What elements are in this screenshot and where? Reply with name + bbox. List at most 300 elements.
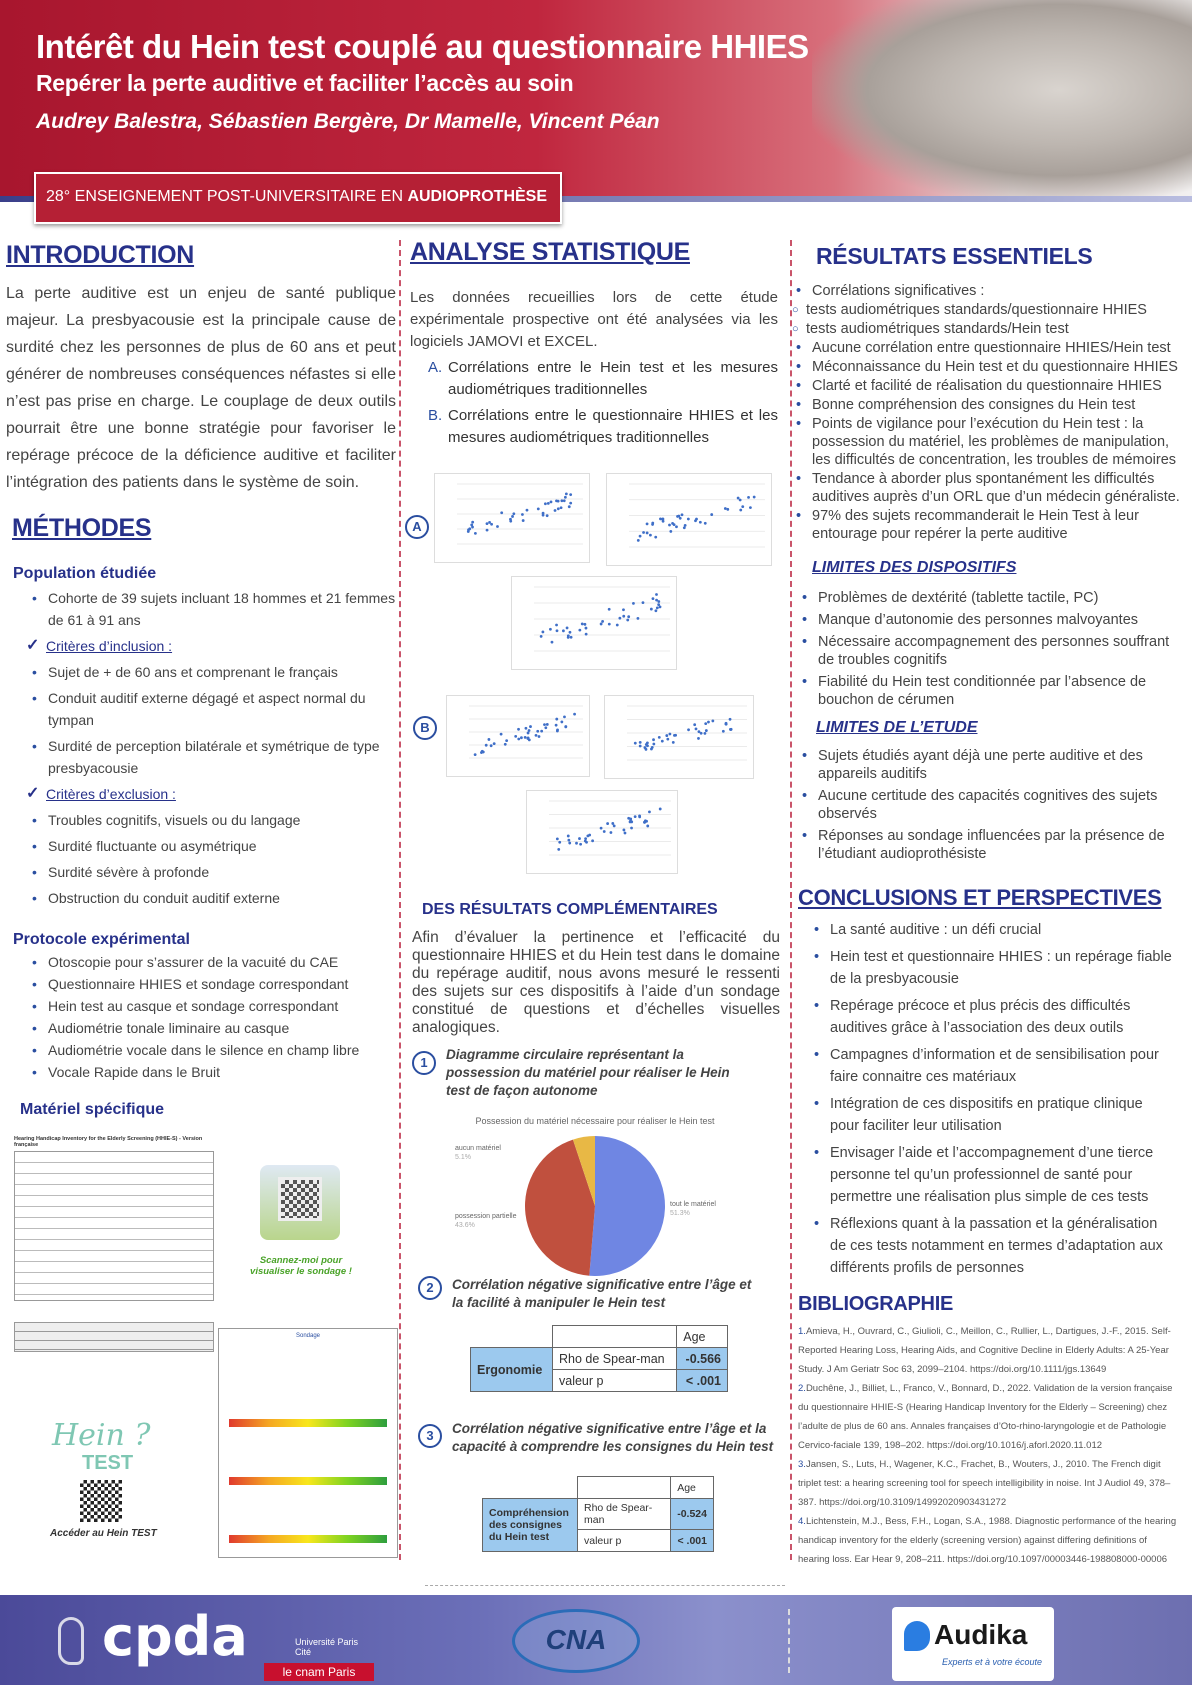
scatter-point bbox=[629, 821, 632, 824]
scatter-point bbox=[634, 815, 637, 818]
scatter-point bbox=[608, 608, 611, 611]
list-item: • Méconnaissance du Hein test et du questionnaire HHIES bbox=[790, 358, 1185, 376]
scatter-point bbox=[490, 523, 493, 526]
ref-number: 2. bbox=[798, 1383, 806, 1394]
hein-logo-test: TEST bbox=[82, 1452, 134, 1474]
scale-bar bbox=[229, 1419, 387, 1427]
scatter-point bbox=[622, 608, 625, 611]
scatter-point bbox=[649, 534, 652, 537]
scatter-point bbox=[567, 835, 570, 838]
scatter-point bbox=[471, 521, 474, 524]
cpda-logo: cpda bbox=[102, 1605, 248, 1668]
scatter-point bbox=[616, 624, 619, 627]
list-item: • 97% des sujets recommanderait le Hein Test à leur entourage pour repérer la perte auditive bbox=[790, 507, 1185, 543]
ref-number: 1. bbox=[798, 1326, 806, 1337]
pie-title: Possession du matériel nécessaire pour réaliser le Hein test bbox=[475, 1116, 715, 1126]
scatter-point bbox=[512, 512, 515, 515]
list-item: • Aucune corrélation entre questionnaire HHIES/Hein test bbox=[790, 339, 1185, 357]
list-item: • Hein test au casque et sondage correspondant bbox=[26, 997, 396, 1015]
scatter-point bbox=[729, 718, 732, 721]
scatter-point bbox=[581, 623, 584, 626]
hein-qr-code-icon[interactable] bbox=[80, 1480, 122, 1522]
scatter-point bbox=[555, 499, 558, 502]
list-item: • Campagnes d’information et de sensibilisation pour faire connaitre ces matériaux bbox=[808, 1044, 1173, 1088]
scatter-point bbox=[558, 841, 561, 844]
list-item: • Troubles cognitifs, visuels ou du langage bbox=[26, 809, 396, 831]
complementaires-heading: DES RÉSULTATS COMPLÉMENTAIRES bbox=[422, 901, 718, 918]
scatter-point bbox=[554, 509, 557, 512]
scatter-point bbox=[566, 627, 569, 630]
scatter-point bbox=[659, 517, 662, 520]
scatter-point bbox=[642, 601, 645, 604]
list-item: • Clarté et facilité de réalisation du questionnaire HHIES bbox=[790, 377, 1185, 395]
methodes-heading: MÉTHODES bbox=[12, 514, 152, 542]
scatter-point bbox=[536, 730, 539, 733]
scatter-point bbox=[681, 513, 684, 516]
scatter-point bbox=[555, 718, 558, 721]
scatter-point bbox=[486, 529, 489, 532]
scatter-point bbox=[652, 738, 655, 741]
scatter-point bbox=[474, 753, 477, 756]
scatter-point bbox=[661, 740, 664, 743]
list-item: • Hein test et questionnaire HHIES : un repérage fiable de la presbyacousie bbox=[808, 946, 1173, 990]
scatter-point bbox=[699, 521, 702, 524]
scatter-point bbox=[585, 627, 588, 630]
audika-name: Audika bbox=[934, 1619, 1028, 1650]
universite-logo: Université Paris Cité bbox=[295, 1637, 359, 1657]
scatter-plot-a2 bbox=[606, 473, 772, 566]
pie-value-label: 51.3% bbox=[670, 1210, 690, 1217]
scatter-point bbox=[637, 539, 640, 542]
reference-item bbox=[798, 1455, 1177, 1512]
scatter-point bbox=[679, 517, 682, 520]
table-cell: Rho de Spear-man bbox=[578, 1499, 671, 1530]
qr-code-icon bbox=[278, 1177, 322, 1221]
scatter-plot-a3 bbox=[511, 576, 677, 670]
reference-item bbox=[798, 1322, 1177, 1379]
item-letter: A. bbox=[428, 359, 443, 376]
scatter-point bbox=[650, 608, 653, 611]
list-item: ○ tests audiométriques standards/questionnaire HHIES bbox=[790, 301, 1185, 319]
table-cell: valeur p bbox=[553, 1370, 677, 1392]
scatter-point bbox=[643, 821, 646, 824]
scatter-point bbox=[626, 619, 629, 622]
list-item: • Surdité de perception bilatérale et symétrique de type presbyacousie bbox=[26, 735, 396, 779]
scatter-point bbox=[549, 628, 552, 631]
scatter-point bbox=[569, 493, 572, 496]
table-cell: -0.524 bbox=[671, 1499, 714, 1530]
population-heading: Population étudiée bbox=[13, 565, 157, 582]
list-item: • Réponses au sondage influencées par la présence de l’étudiant audioprothésiste bbox=[796, 827, 1171, 863]
list-item: • Aucune certitude des capacités cognitives des sujets observés bbox=[796, 787, 1171, 823]
scatter-point bbox=[560, 499, 563, 502]
list-item: • Vocale Rapide dans le Bruit bbox=[26, 1063, 396, 1081]
scatter-point bbox=[544, 502, 547, 505]
scatter-point bbox=[522, 519, 525, 522]
scatter-point bbox=[711, 720, 714, 723]
statue-image bbox=[812, 0, 1192, 200]
item2-text: Corrélation négative significative entre l’âge et la facilité à manipuler le Hein test bbox=[452, 1277, 752, 1310]
scatter-point bbox=[610, 831, 613, 834]
badge-text: 28° ENSEIGNEMENT POST-UNIVERSITAIRE EN bbox=[46, 188, 408, 205]
footer-separator bbox=[788, 1609, 790, 1673]
scatter-point bbox=[521, 513, 524, 516]
scatter-point bbox=[528, 729, 531, 732]
limites-etude-list bbox=[796, 747, 1171, 863]
correlation-table-2 bbox=[470, 1325, 728, 1392]
analyse-heading: ANALYSE STATISTIQUE bbox=[410, 238, 690, 266]
pie-value-label: 5.1% bbox=[455, 1154, 471, 1161]
scatter-point bbox=[642, 531, 645, 534]
scatter-point bbox=[578, 837, 581, 840]
scatter-point bbox=[674, 734, 677, 737]
event-badge bbox=[34, 172, 562, 224]
scatter-point bbox=[704, 522, 707, 525]
scatter-point bbox=[675, 525, 678, 528]
scatter-point bbox=[601, 620, 604, 623]
pie-svg bbox=[455, 1126, 735, 1276]
scatter-point bbox=[578, 629, 581, 632]
list-item: • Points de vigilance pour l’exécution du Hein test : la possession du matériel, les problèmes de manipulation, les difficultés de concentration, les troubles de mémoires bbox=[790, 415, 1185, 469]
scale-bar bbox=[229, 1535, 387, 1543]
scatter-point bbox=[567, 839, 570, 842]
scatter-point bbox=[687, 728, 690, 731]
cna-logo: CNA bbox=[512, 1609, 640, 1673]
footer-divider bbox=[425, 1585, 785, 1586]
list-item: • Réflexions quant à la passation et la généralisation de ces tests notamment en termes d’adaptation aux différents profils de personnes bbox=[808, 1213, 1173, 1279]
limites-etude-heading: LIMITES DE L’ETUDE bbox=[816, 719, 978, 736]
conclusions-heading: CONCLUSIONS ET PERSPECTIVES bbox=[798, 885, 1162, 910]
list-item: • Tendance à aborder plus spontanément les difficultés auditives auprès d’un ORL que d’un médecin généraliste. bbox=[790, 470, 1185, 506]
limites-dispositifs-list bbox=[796, 589, 1171, 709]
scatter-point bbox=[600, 827, 603, 830]
scatter-point bbox=[468, 527, 471, 530]
list-item: ○ tests audiométriques standards/Hein test bbox=[790, 320, 1185, 338]
score-table-image bbox=[14, 1322, 214, 1352]
scatter-point bbox=[695, 727, 698, 730]
scatter-point bbox=[707, 721, 710, 724]
scatter-point bbox=[575, 842, 578, 845]
cnam-logo: le cnam Paris bbox=[264, 1663, 374, 1681]
scatter-point bbox=[480, 751, 483, 754]
scatter-point bbox=[608, 623, 611, 626]
correlation-table-3 bbox=[482, 1476, 714, 1552]
analyse-text: Les données recueillies lors de cette étude expérimentale prospective ont été analysées via les logiciels JAMOVI et EXCEL. bbox=[410, 289, 778, 350]
list-item: • Surdité sévère à profonde bbox=[26, 861, 396, 883]
list-item: • Audiométrie vocale dans le silence en champ libre bbox=[26, 1041, 396, 1059]
label-a-icon: A bbox=[405, 515, 429, 539]
complementaires-section bbox=[412, 901, 780, 1037]
scatter-point bbox=[659, 605, 662, 608]
scatter-point bbox=[490, 744, 493, 747]
scatter-plot-b2 bbox=[604, 695, 754, 779]
scatter-point bbox=[563, 499, 566, 502]
scatter-point bbox=[659, 808, 662, 811]
item-text: Corrélations entre le questionnaire HHIES et les mesures audiométriques traditionnelles bbox=[448, 407, 778, 446]
list-item: • Questionnaire HHIES et sondage correspondant bbox=[26, 975, 396, 993]
scatter-point bbox=[517, 738, 520, 741]
scatter-point bbox=[671, 522, 674, 525]
poster-authors: Audrey Balestra, Sébastien Bergère, Dr Mamelle, Vincent Péan bbox=[36, 110, 660, 133]
scatter-point bbox=[613, 825, 616, 828]
scatter-point bbox=[618, 617, 621, 620]
scatter-point bbox=[650, 748, 653, 751]
scatter-point bbox=[645, 743, 648, 746]
scatter-point bbox=[485, 744, 488, 747]
scatter-point bbox=[753, 496, 756, 499]
scale-bar bbox=[229, 1477, 387, 1485]
scatter-point bbox=[514, 735, 517, 738]
scatter-plot-b1 bbox=[446, 695, 590, 777]
scatter-point bbox=[579, 843, 582, 846]
pie-slice bbox=[589, 1136, 665, 1276]
audika-bubble-icon bbox=[904, 1621, 930, 1651]
scatter-plot-b3 bbox=[526, 790, 678, 874]
scatter-point bbox=[646, 522, 649, 525]
materiel-heading: Matériel spécifique bbox=[20, 1101, 165, 1118]
scatter-point bbox=[556, 728, 559, 731]
scatter-point bbox=[644, 746, 647, 749]
sondage-form-image bbox=[218, 1328, 398, 1558]
scatter-point bbox=[538, 735, 541, 738]
poster-footer bbox=[0, 1595, 1192, 1685]
scatter-point bbox=[563, 715, 566, 718]
scatter-point bbox=[568, 842, 571, 845]
scatter-point bbox=[629, 818, 632, 821]
table-cell: valeur p bbox=[578, 1530, 671, 1552]
pie-label: tout le matériel bbox=[670, 1201, 716, 1208]
bibliographie-heading: BIBLIOGRAPHIE bbox=[798, 1293, 953, 1315]
scatter-point bbox=[567, 636, 570, 639]
scatter-point bbox=[547, 502, 550, 505]
scatter-point bbox=[535, 734, 538, 737]
scatter-point bbox=[632, 602, 635, 605]
scatter-point bbox=[555, 724, 558, 727]
scatter-point bbox=[527, 732, 530, 735]
pie-label: aucun matériel bbox=[455, 1145, 501, 1152]
ref-text: Jansen, S., Luts, H., Wagener, K.C., Frachet, B., Wouters, J., 2010. The French digit triplet test: a hearing screening tool for speech intelligibility in noise. Int J Audiol 49, 378–387. https://doi.org/10.3109/14992020903431272 bbox=[798, 1459, 1171, 1508]
scatter-point bbox=[557, 507, 560, 510]
scatter-point bbox=[655, 593, 658, 596]
scatter-point bbox=[500, 733, 503, 736]
scatter-point bbox=[584, 840, 587, 843]
population-list bbox=[26, 587, 396, 909]
poster-title: Intérêt du Hein test couplé au questionnaire HHIES bbox=[36, 28, 809, 65]
pie-label: possession partielle bbox=[455, 1213, 517, 1220]
list-item: • Sujets étudiés ayant déjà une perte auditive et des appareils auditifs bbox=[796, 747, 1171, 783]
ref-text: Duchêne, J., Billiet, L., Franco, V., Bonnard, D., 2022. Validation de la version française du questionnaire HHIE-S (Hearing Handicap Inventory for the Elderly – Screening) chez l’adulte de plus de 60 ans. Annales françaises d’Oto-rhino-laryngologie et de Pathologie Cervico-faciale 139, 198–202. https://doi.org/10.1016/j.aforl.2020.11.012 bbox=[798, 1383, 1173, 1451]
table-header: Age bbox=[677, 1326, 728, 1348]
scatter-point bbox=[737, 497, 740, 500]
scatter-point bbox=[588, 834, 591, 837]
pie-chart bbox=[455, 1116, 735, 1276]
resultats-heading: RÉSULTATS ESSENTIELS bbox=[816, 243, 1093, 269]
scatter-point bbox=[700, 732, 703, 735]
scatter-point bbox=[668, 524, 671, 527]
form-table bbox=[14, 1151, 214, 1301]
scatter-point bbox=[722, 730, 725, 733]
scatter-point bbox=[665, 734, 668, 737]
middle-column bbox=[410, 238, 778, 449]
scatter-point bbox=[651, 522, 654, 525]
analyse-item-b bbox=[428, 405, 778, 449]
list-item: • Audiométrie tonale liminaire au casque bbox=[26, 1019, 396, 1037]
introduction-text: La perte auditive est un enjeu de santé publique majeur. La presbyacousie est la principale cause de surdité chez les personnes de plus de 60 ans et peut générer de nombreuses conséquences néfastes si elle n’est pas prise en charge. Le couplage de deux outils pourrait être une bonne stratégie pour favoriser le repérage précoce de la déficience auditive et faciliter l’intégration des patients dans le système de soin. bbox=[6, 285, 396, 491]
scatter-point bbox=[726, 508, 729, 511]
table-cell: < .001 bbox=[677, 1370, 728, 1392]
reference-item bbox=[798, 1512, 1177, 1569]
scatter-point bbox=[639, 741, 642, 744]
list-item: • Conduit auditif externe dégagé et aspect normal du tympan bbox=[26, 687, 396, 731]
scatter-point bbox=[542, 512, 545, 515]
scatter-point bbox=[637, 617, 640, 620]
scatter-point bbox=[544, 726, 547, 729]
scatter-point bbox=[528, 739, 531, 742]
analyse-item-a bbox=[428, 357, 778, 401]
complementaires-text: Afin d’évaluer la pertinence et l’efficacité du questionnaire HHIES et du Hein test dans le domaine du repérage auditif, nous avons mesuré le ressenti des sujets sur ces dispositifs à l’aide d’un sondage constitué de questions et d’échelles visuelles analogiques. bbox=[412, 929, 780, 1036]
label-b-icon: B bbox=[413, 716, 437, 740]
scatter-point bbox=[546, 723, 549, 726]
scatter-point bbox=[611, 822, 614, 825]
scatter-point bbox=[638, 816, 641, 819]
number-2-icon: 2 bbox=[418, 1276, 442, 1300]
scatter-point bbox=[569, 502, 572, 505]
reference-item bbox=[798, 1379, 1177, 1455]
qr-code-illustration[interactable] bbox=[260, 1165, 340, 1240]
scatter-point bbox=[550, 500, 553, 503]
scatter-point bbox=[500, 511, 503, 514]
scatter-point bbox=[524, 736, 527, 739]
list-item: • Envisager l’aide et l’accompagnement d’une tierce personne tel qu’un professionnel de santé pour permettre une réalisation plus simple de ces tests bbox=[808, 1142, 1173, 1208]
scatter-point bbox=[526, 509, 529, 512]
scatter-point bbox=[646, 825, 649, 828]
scatter-point bbox=[652, 597, 655, 600]
scatter-point bbox=[584, 837, 587, 840]
scatter-point bbox=[525, 727, 528, 730]
scatter-point bbox=[725, 723, 728, 726]
scatter-point bbox=[624, 832, 627, 835]
scatter-point bbox=[652, 743, 655, 746]
hein-caption: Accéder au Hein TEST bbox=[50, 1528, 157, 1539]
scatter-point bbox=[568, 505, 571, 508]
list-item: • Surdité fluctuante ou asymétrique bbox=[26, 835, 396, 857]
item1-text: Diagramme circulaire représentant la possession du matériel pour réaliser le Hein test de façon autonome bbox=[446, 1047, 730, 1098]
list-item: • Intégration de ces dispositifs en pratique clinique pour faciliter leur utilisation bbox=[808, 1093, 1173, 1137]
scatter-point bbox=[739, 509, 742, 512]
scatter-point bbox=[606, 822, 609, 825]
scatter-point bbox=[639, 745, 642, 748]
left-column bbox=[6, 235, 396, 1119]
scatter-point bbox=[672, 741, 675, 744]
audika-logo bbox=[892, 1607, 1054, 1681]
list-item: • Corrélations significatives : bbox=[790, 282, 1185, 300]
scatter-point bbox=[648, 810, 651, 813]
scatter-point bbox=[704, 722, 707, 725]
scatter-point bbox=[505, 739, 508, 742]
column-divider bbox=[399, 240, 401, 1560]
ref-number: 4. bbox=[798, 1516, 806, 1527]
list-item: • Nécessaire accompagnement des personnes souffrant de troubles cognitifs bbox=[796, 633, 1171, 669]
scatter-point bbox=[564, 725, 567, 728]
scatter-point bbox=[551, 641, 554, 644]
bibliographie-list bbox=[798, 1322, 1177, 1569]
scatter-point bbox=[655, 599, 658, 602]
table-row-label: Compréhension des consignes du Hein test bbox=[483, 1499, 578, 1552]
scatter-point bbox=[585, 633, 588, 636]
scatter-point bbox=[557, 848, 560, 851]
scatter-point bbox=[562, 629, 565, 632]
list-item: • Fiabilité du Hein test conditionnée par l’absence de bouchon de cérumen bbox=[796, 673, 1171, 709]
scatter-point bbox=[724, 507, 727, 510]
scatter-point bbox=[698, 730, 701, 733]
scatter-point bbox=[654, 536, 657, 539]
scatter-point bbox=[560, 721, 563, 724]
scatter-point bbox=[591, 839, 594, 842]
scatter-point bbox=[705, 729, 708, 732]
table-cell: Rho de Spear-man bbox=[553, 1348, 677, 1370]
scatter-point bbox=[570, 636, 573, 639]
scatter-point bbox=[646, 532, 649, 535]
badge-strong: AUDIOPROTHÈSE bbox=[407, 188, 548, 205]
scatter-point bbox=[623, 829, 626, 832]
scatter-point bbox=[584, 623, 587, 626]
scatter-point bbox=[541, 631, 544, 634]
scatter-point bbox=[687, 518, 690, 521]
list-item: • Sujet de + de 60 ans et comprenant le français bbox=[26, 661, 396, 683]
item-text: Corrélations entre le Hein test et les mesures audiométriques traditionnelles bbox=[448, 359, 778, 398]
scatter-point bbox=[540, 730, 543, 733]
scatter-point bbox=[634, 742, 637, 745]
hhies-form-image bbox=[14, 1136, 214, 1306]
sondage-title: Sondage bbox=[295, 1333, 321, 1339]
pie-value-label: 43.6% bbox=[455, 1222, 475, 1229]
scatter-point bbox=[564, 496, 567, 499]
protocole-list bbox=[26, 953, 396, 1081]
scatter-point bbox=[741, 505, 744, 508]
scatter-point bbox=[747, 496, 750, 499]
list-item: • Otoscopie pour s’assurer de la vacuité du CAE bbox=[26, 953, 396, 971]
scatter-point bbox=[710, 513, 713, 516]
ref-number: 3. bbox=[798, 1459, 806, 1470]
exclusion-label: ✓ Critères d’exclusion : bbox=[26, 783, 396, 805]
number-3-icon: 3 bbox=[418, 1424, 442, 1448]
scatter-point bbox=[694, 519, 697, 522]
scatter-point bbox=[573, 713, 576, 716]
scatter-point bbox=[569, 631, 572, 634]
poster-subtitle: Repérer la perte auditive et faciliter l’accès au soin bbox=[36, 70, 574, 96]
inclusion-label: ✓ Critères d’inclusion : bbox=[26, 635, 396, 657]
qr-caption: Scannez-moi pour visualiser le sondage ! bbox=[250, 1255, 352, 1277]
scatter-point bbox=[661, 517, 664, 520]
scatter-point bbox=[540, 635, 543, 638]
scatter-point bbox=[704, 732, 707, 735]
scatter-point bbox=[556, 837, 559, 840]
scatter-point bbox=[474, 532, 477, 535]
number-1-icon: 1 bbox=[412, 1051, 436, 1075]
protocole-heading: Protocole expérimental bbox=[13, 931, 190, 948]
ear-icon bbox=[58, 1617, 84, 1665]
right-column bbox=[790, 243, 1185, 1569]
scatter-point bbox=[529, 725, 532, 728]
list-item: • Manque d’autonomie des personnes malvoyantes bbox=[796, 611, 1171, 629]
scatter-point bbox=[560, 506, 563, 509]
scatter-point bbox=[668, 733, 671, 736]
table-cell: < .001 bbox=[671, 1530, 714, 1552]
item-letter: B. bbox=[428, 407, 443, 424]
scatter-point bbox=[693, 723, 696, 726]
scatter-point bbox=[639, 535, 642, 538]
scatter-point bbox=[488, 738, 491, 741]
